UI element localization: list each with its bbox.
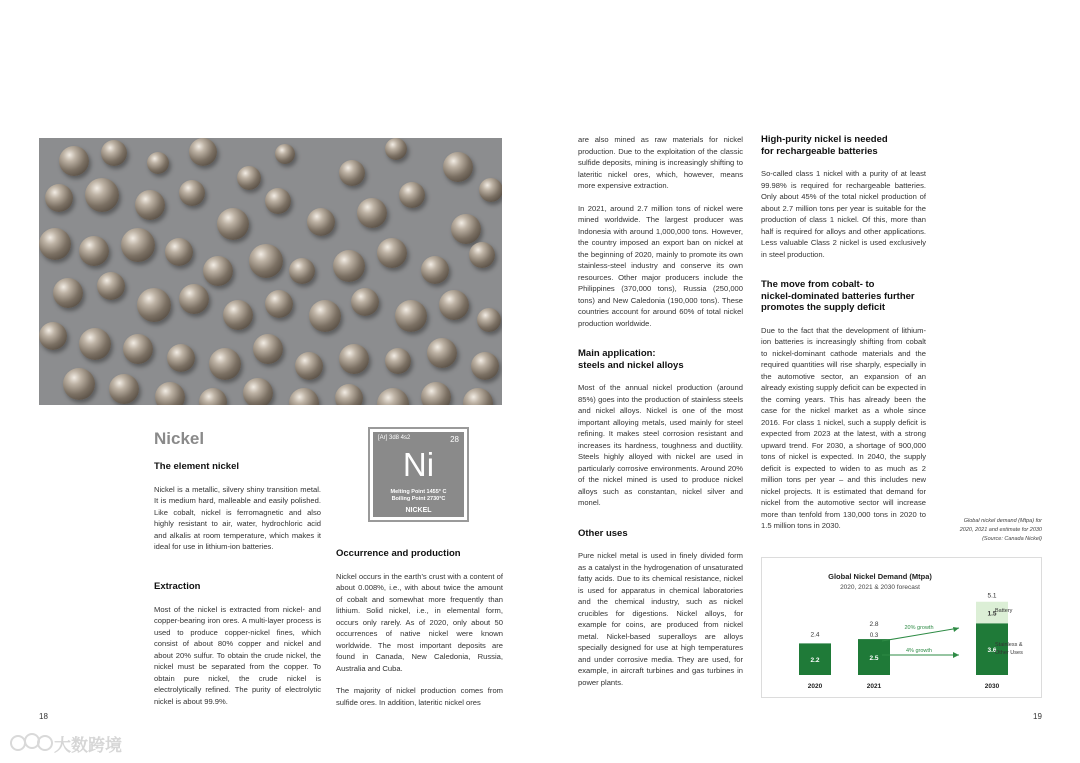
nickel-sphere xyxy=(253,334,283,364)
nickel-sphere xyxy=(385,138,407,160)
nickel-sphere xyxy=(155,382,185,405)
nickel-sphere xyxy=(209,348,241,380)
nickel-sphere xyxy=(265,290,293,318)
nickel-sphere xyxy=(265,188,291,214)
chart-title: Global Nickel Demand (Mtpa) xyxy=(828,572,932,581)
nickel-sphere xyxy=(421,382,451,405)
legend-other-uses: Other Uses xyxy=(995,650,1023,656)
other-uses-paragraph: Pure nickel metal is used in finely divided form as a catalyst in the hydrogenation of unsaturated fatty acids. Due to its chemical resistance, nickel is used for apparatus in chemical laboratories and the chemical industry, such as nickel crucibles for digestions. Nickel alloys, for example for coins, are produced from nickel metal. Nickel-based superalloys are alloys specially designed for use at high temperatures and under corrosive media. They are used, for example, in aircraft turbines and gas turbines in power plants. xyxy=(578,551,743,687)
nickel-sphere xyxy=(97,272,125,300)
growth-label-4: 4% growth xyxy=(906,648,932,654)
nickel-sphere xyxy=(45,184,73,212)
high-purity-heading: High-purity nickel is needed xyxy=(761,134,888,145)
nickel-sphere xyxy=(63,368,95,400)
occurrence-heading: Occurrence and production xyxy=(336,548,461,559)
growth-arrowhead-4 xyxy=(953,652,959,658)
production-paragraph-2021: In 2021, around 2.7 million tons of nickel were mined worldwide. The largest producer was Indonesia with around 1,000,000 tons. However, the country imposed an export ban on nickel at the beginning of 2020, mainly to promote its own stainless-steel industry and conserve its own resources. Other major producers include the Philippines (370,000 tons), Russia (250,000 tons) and New Caledonia (190,000 tons). These countries account for around 60% of total nickel production worldwide. xyxy=(578,203,743,328)
nickel-sphere xyxy=(469,242,495,268)
nickel-sphere xyxy=(377,238,407,268)
element-heading: The element nickel xyxy=(154,461,240,472)
nickel-sphere xyxy=(137,288,171,322)
production-paragraph-continued: are also mined as raw materials for nickel production. Due to the exploitation of the classic sulfide deposits, mining is increasingly shifting to lateritic nickel ores, which, however, means more expensive extraction. xyxy=(578,135,743,190)
nickel-sphere xyxy=(377,388,409,405)
nickel-sphere xyxy=(199,388,227,405)
nickel-sphere xyxy=(289,258,315,284)
main-application-heading: Main application: xyxy=(578,348,656,359)
nickel-sphere xyxy=(307,208,335,236)
nickel-sphere xyxy=(179,284,209,314)
bar-value-label: 2.5 xyxy=(869,655,879,663)
element-paragraph: Nickel is a metallic, silvery shiny transition metal. It is medium hard, malleable and easily polished. Like cobalt, nickel is ferromagnetic and also highly resistant to air, water, hydrochloric acid and alkalis at room temperature, which makes it ideal for use in lithium-ion batteries. xyxy=(154,484,321,551)
watermark-logo-icon xyxy=(8,729,56,755)
chart-svg xyxy=(762,558,1041,697)
bar-value-label: 3.6 xyxy=(987,647,997,655)
nickel-sphere xyxy=(101,140,127,166)
boiling-point: Boiling Point 2730°C xyxy=(391,496,446,502)
chart-caption-line1: Global nickel demand (Mtpa) for xyxy=(963,518,1042,524)
category-label-2020: 2020 xyxy=(807,683,823,690)
nickel-sphere xyxy=(421,256,449,284)
extraction-heading: Extraction xyxy=(154,581,201,592)
nickel-sphere xyxy=(309,300,341,332)
nickel-sphere xyxy=(463,388,493,405)
nickel-sphere xyxy=(479,178,502,202)
page-number-left: 18 xyxy=(39,712,48,721)
battery-value-label: 1.5 xyxy=(987,610,997,618)
nickel-sphere xyxy=(121,228,155,262)
nickel-sphere xyxy=(395,300,427,332)
total-value-label: 2.8 xyxy=(869,620,879,628)
high-purity-paragraph: So-called class 1 nickel with a purity of at least 99.98% is required for rechargeable batteries. Only about 45% of the total nickel production of about 2.7 million tons per year is suitable for the production of class 1 nickel. Of this, more than half is required for alloys and other applications. Less valuable Class 2 nickel is used exclusively in steel production. xyxy=(761,169,926,259)
nickel-demand-chart xyxy=(761,557,1042,698)
cobalt-nickel-paragraph: Due to the fact that the development of lithium-ion batteries is increasingly shifting from cobalt to nickel-dominant cathode materials and the required quantities will rise sharply, especially in the automotive sector, an expansion of an already existing supply deficit can be expected in the coming years. This has already been the case for the nickel market as a whole since 2016. For class 1 nickel, such a supply deficit is expected from 2023 at the latest, with a strong upward trend. For 2030, a shortage of 900,000 tons of nickel is expected. In 2040, the supply deficit is expected to widen to as much as 2 million tons per year – and this includes new nickel projects. It is estimated that demand for nickel from the automotive sector will increase more than tenfold from 130,000 tons in 2020 to 1.5 million tons in 2030. xyxy=(761,325,926,530)
nickel-sphere xyxy=(333,250,365,282)
growth-label-20: 20% growth xyxy=(904,625,934,631)
total-value-label: 5.1 xyxy=(987,592,997,600)
nickel-sphere xyxy=(123,334,153,364)
nickel-sphere xyxy=(399,182,425,208)
nickel-sphere xyxy=(165,238,193,266)
electron-config: [Ar] 3d8 4s2 xyxy=(378,435,411,441)
nickel-sphere xyxy=(237,166,261,190)
legend-stainless: Stainless & xyxy=(995,642,1023,648)
nickel-sphere xyxy=(135,190,165,220)
nickel-sphere xyxy=(109,374,139,404)
nickel-sphere xyxy=(357,198,387,228)
nickel-sphere xyxy=(79,236,109,266)
nickel-sphere xyxy=(39,228,71,260)
category-label-2030: 2030 xyxy=(984,683,1000,690)
other-uses-heading: Other uses xyxy=(578,527,628,539)
occurrence-paragraph-1: Nickel occurs in the earth's crust with a content of about 0.008%, i.e., with about twice the amount of cobalt and somewhat more frequently than lithium. Solid nickel, i.e., in elemental form, occurs only rarely. As of 2020, only about 50 occurrences of native nickel were known worldwide. The most important deposits are found in Canada, New Caledonia, Russia, Australia and Cuba. xyxy=(336,571,503,673)
extraction-paragraph: Most of the nickel is extracted from nickel- and copper-bearing iron ores. A multi-layer process is used to produce copper-nickel fines, which consist of about 80% copper and nickel and about 20% sulfur. To obtain the crude nickel, the nickel must be separated from the copper. To obtain pure nickel, the crude nickel is electrolytically refined. The purity of electrolytic nickel is about 99.9%. xyxy=(154,604,321,706)
main-application-paragraph: Most of the annual nickel production (around 85%) goes into the production of stainless steels and nickel alloys. Nickel is one of the most important alloying metals, used mainly for steel refining. It makes steel corrosion resistant and increases its hardness, toughness and ductility. Steels highly alloyed with nickel are used in particularly corrosive environments. Around 20% of the nickel mined is used to produce nickel alloys such as constantan, nickel silver and monel. xyxy=(578,383,743,507)
page-title: Nickel xyxy=(154,429,205,448)
nickel-sphere xyxy=(167,344,195,372)
page-number-right: 19 xyxy=(1033,712,1042,721)
element-symbol: Ni xyxy=(402,446,435,483)
nickel-sphere xyxy=(385,348,411,374)
chart-subtitle: 2020, 2021 & 2030 forecast xyxy=(840,584,920,591)
nickel-sphere xyxy=(79,328,111,360)
nickel-sphere xyxy=(59,146,89,176)
main-application-heading-line2: steels and nickel alloys xyxy=(578,359,684,371)
battery-value-label: 0.3 xyxy=(869,633,879,640)
nickel-sphere xyxy=(217,208,249,240)
cobalt-nickel-heading-line2: nickel-dominated batteries further xyxy=(761,290,915,302)
watermark-text: 大数跨境 xyxy=(54,736,122,755)
nickel-sphere xyxy=(85,178,119,212)
nickel-sphere xyxy=(339,344,369,374)
nickel-sphere xyxy=(351,288,379,316)
nickel-sphere xyxy=(477,308,501,332)
nickel-sphere xyxy=(335,384,363,405)
chart-caption-line2: 2020, 2021 and estimate for 2030 xyxy=(959,527,1042,533)
nickel-sphere xyxy=(451,214,481,244)
nickel-spheres-photo xyxy=(39,138,502,405)
nickel-sphere xyxy=(53,278,83,308)
category-label-2021: 2021 xyxy=(866,683,882,690)
nickel-sphere xyxy=(439,290,469,320)
element-tile xyxy=(368,427,469,522)
chart-caption xyxy=(930,517,1042,544)
nickel-sphere xyxy=(275,144,295,164)
high-purity-heading-line2: for rechargeable batteries xyxy=(761,145,878,157)
watermark xyxy=(8,728,153,756)
nickel-sphere xyxy=(39,322,67,350)
chart-caption-source: (Source: Canada Nickel) xyxy=(982,536,1042,542)
cobalt-nickel-heading: The move from cobalt- to xyxy=(761,279,875,290)
nickel-sphere xyxy=(189,138,217,166)
nickel-sphere xyxy=(471,352,499,380)
nickel-sphere xyxy=(249,244,283,278)
nickel-sphere xyxy=(147,152,169,174)
total-value-label: 2.4 xyxy=(810,631,820,639)
nickel-sphere xyxy=(427,338,457,368)
cobalt-nickel-heading-line3: promotes the supply deficit xyxy=(761,302,886,313)
occurrence-paragraph-2: The majority of nickel production comes from sulfide ores. In addition, lateritic nickel ores xyxy=(336,686,503,707)
nickel-sphere xyxy=(443,152,473,182)
nickel-sphere xyxy=(203,256,233,286)
melting-point: Melting Point 1455° C xyxy=(390,489,447,495)
bar-value-label: 2.2 xyxy=(810,657,820,665)
legend-battery: Battery xyxy=(995,608,1013,614)
element-name: NICKEL xyxy=(405,507,432,514)
atomic-number: 28 xyxy=(450,435,459,444)
nickel-sphere xyxy=(339,160,365,186)
nickel-sphere xyxy=(179,180,205,206)
nickel-sphere xyxy=(243,378,273,405)
nickel-sphere xyxy=(223,300,253,330)
nickel-sphere xyxy=(295,352,323,380)
nickel-sphere xyxy=(289,388,319,405)
